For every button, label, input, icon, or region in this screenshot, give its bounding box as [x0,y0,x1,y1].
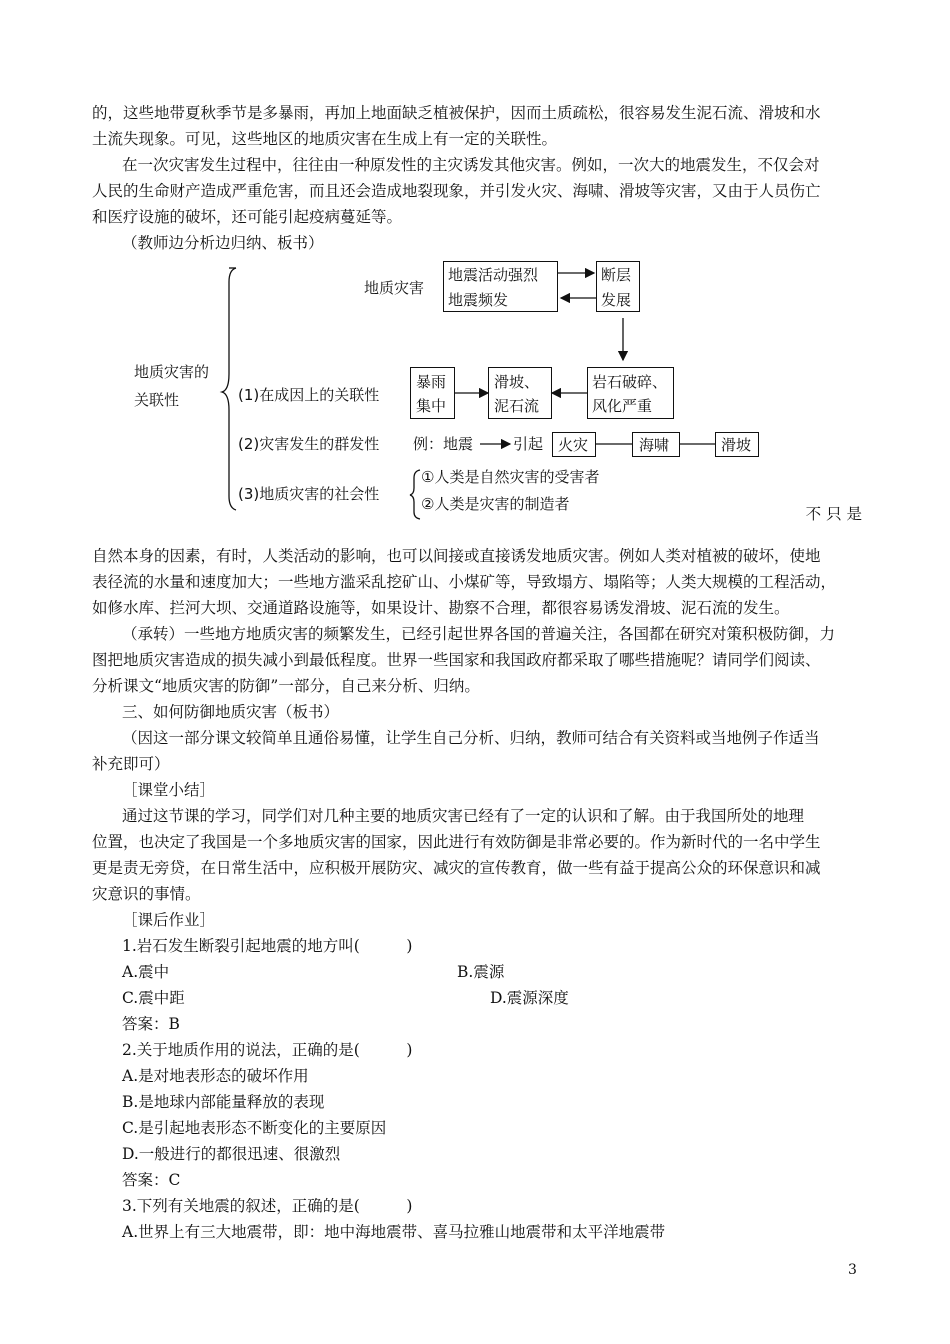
paragraph-line: （承转）一些地方地质灾害的频繁发生，已经引起世界各国的普遍关注，各国都在研究对策积极防御，力 [122,625,836,643]
option: A.震中 [122,963,170,981]
paragraph-line: 土流失现象。可见，这些地区的地质灾害在生成上有一定的关联性。 [92,130,558,148]
paragraph-line: 图把地质灾害造成的损失减小到最低程度。世界一些国家和我国政府都采取了哪些措施呢？请同学们阅读、 [92,651,821,669]
box-text: 发展 [601,291,632,309]
question: 1.岩石发生断裂引起地震的地方叫( ) [122,937,413,955]
box-fault [596,261,640,312]
geo-disaster-label: 地质灾害 [364,279,425,297]
paragraph-line: 自然本身的因素，有时，人类活动的影响，也可以间接或直接诱发地质灾害。例如人类对植被的破坏，使地 [92,547,821,565]
option: A.是对地表形态的破坏作用 [122,1067,309,1085]
paragraph-line: 通过这节课的学习，同学们对几种主要的地质灾害已经有了一定的认识和了解。由于我国所处的地理 [122,807,805,825]
section-heading: ［课堂小结］ [122,781,216,799]
paragraph-line: 如修水库、拦河大坝、交通道路设施等，如果设计、勘察不合理，都很容易诱发滑坡、泥石流的发生。 [92,599,790,617]
page-number: 3 [848,1262,857,1278]
paragraph-line: 灾意识的事情。 [92,885,201,903]
paragraph-line: 更是责无旁贷，在日常生活中，应积极开展防灾、减灾的宣传教育，做一些有益于提高公众的环保意识和减 [92,859,821,877]
diagram-root-line2: 关联性 [134,391,180,409]
social-item: ①人类是自然灾害的受害者 [421,468,600,486]
box-text: 火灾 [558,436,589,454]
branch-group: (2)灾害发生的群发性 [238,435,380,453]
paragraph-line: （因这一部分课文较简单且通俗易懂，让学生自己分析、归纳，教师可结合有关资料或当地例子作适当 [122,729,820,747]
box-tsunami [632,432,680,457]
diagram-root-line1: 地质灾害的 [134,363,210,381]
option: C.是引起地表形态不断变化的主要原因 [122,1119,387,1137]
box-text: 断层 [601,266,632,284]
box-text: 滑坡 [721,436,752,454]
paragraph-line: 位置，也决定了我国是一个多地质灾害的国家，因此进行有效防御是非常必要的。作为新时代的一名中学生 [92,833,821,851]
box-text: 暴雨 [416,373,447,391]
option: A.世界上有三大地震带，即：地中海地震带、喜马拉雅山地震带和太平洋地震带 [122,1223,666,1241]
option: B.震源 [457,963,505,981]
paragraph-line: 补充即可） [92,755,170,773]
option: D.一般进行的都很迅速、很激烈 [122,1145,341,1163]
box-text: 岩石破碎、 [592,373,668,391]
option: C.震中距 [122,989,185,1007]
paragraph-line: 的，这些地带夏秋季节是多暴雨，再加上地面缺乏植被保护，因而土质疏松，很容易发生泥石流、滑坡和水 [92,104,821,122]
paragraph-line: 和医疗设施的破坏，还可能引起疫病蔓延等。 [92,208,403,226]
answer: 答案：C [122,1171,181,1189]
branch-cause: (1)在成因上的关联性 [238,386,380,404]
paragraph-line: （教师边分析边归纳、板书） [122,234,324,252]
box-text: 泥石流 [494,397,540,415]
paragraph-line: 分析课文“地质灾害的防御”一部分，自己来分析、归纳。 [92,677,480,695]
box-slide [715,432,759,457]
paragraph-line: 人民的生命财产造成严重危害，而且还会造成地裂现象，并引发火灾、海啸、滑坡等灾害，又由于人员伤亡 [92,182,821,200]
box-text: 风化严重 [592,397,653,415]
box-landslide [488,367,552,419]
paragraph-line: 表径流的水量和速度加大；一些地方滥采乱挖矿山、小煤矿等，导致塌方、塌陷等；人类大规模的工程活动， [92,573,837,591]
question: 3.下列有关地震的叙述，正确的是( ) [122,1197,413,1215]
option: B.是地球内部能量释放的表现 [122,1093,325,1111]
box-rainstorm [410,367,455,419]
paragraph-line: 在一次灾害发生过程中，往往由一种原发性的主灾诱发其他灾害。例如，一次大的地震发生，不仅会对 [122,156,820,174]
section-heading: ［课后作业］ [122,911,216,929]
option: D.震源深度 [490,989,569,1007]
social-item: ②人类是灾害的制造者 [421,495,570,513]
branch-social: (3)地质灾害的社会性 [238,485,380,503]
box-text: 滑坡、 [494,373,540,391]
example-prefix: 例：地震 [413,435,474,453]
box-text: 地震频发 [448,291,509,309]
box-text: 集中 [416,397,447,415]
box-earthquake [443,261,558,312]
paragraph-line: 不 只 是 [805,505,862,523]
box-fire [552,432,596,457]
question: 2.关于地质作用的说法，正确的是( ) [122,1041,413,1059]
box-rock [587,367,674,419]
box-text: 海啸 [639,436,670,454]
box-text: 地震活动强烈 [448,266,539,284]
yinqi-label: 引起 [513,435,544,453]
section-heading: 三、如何防御地质灾害（板书） [122,703,340,721]
answer: 答案：B [122,1015,180,1033]
